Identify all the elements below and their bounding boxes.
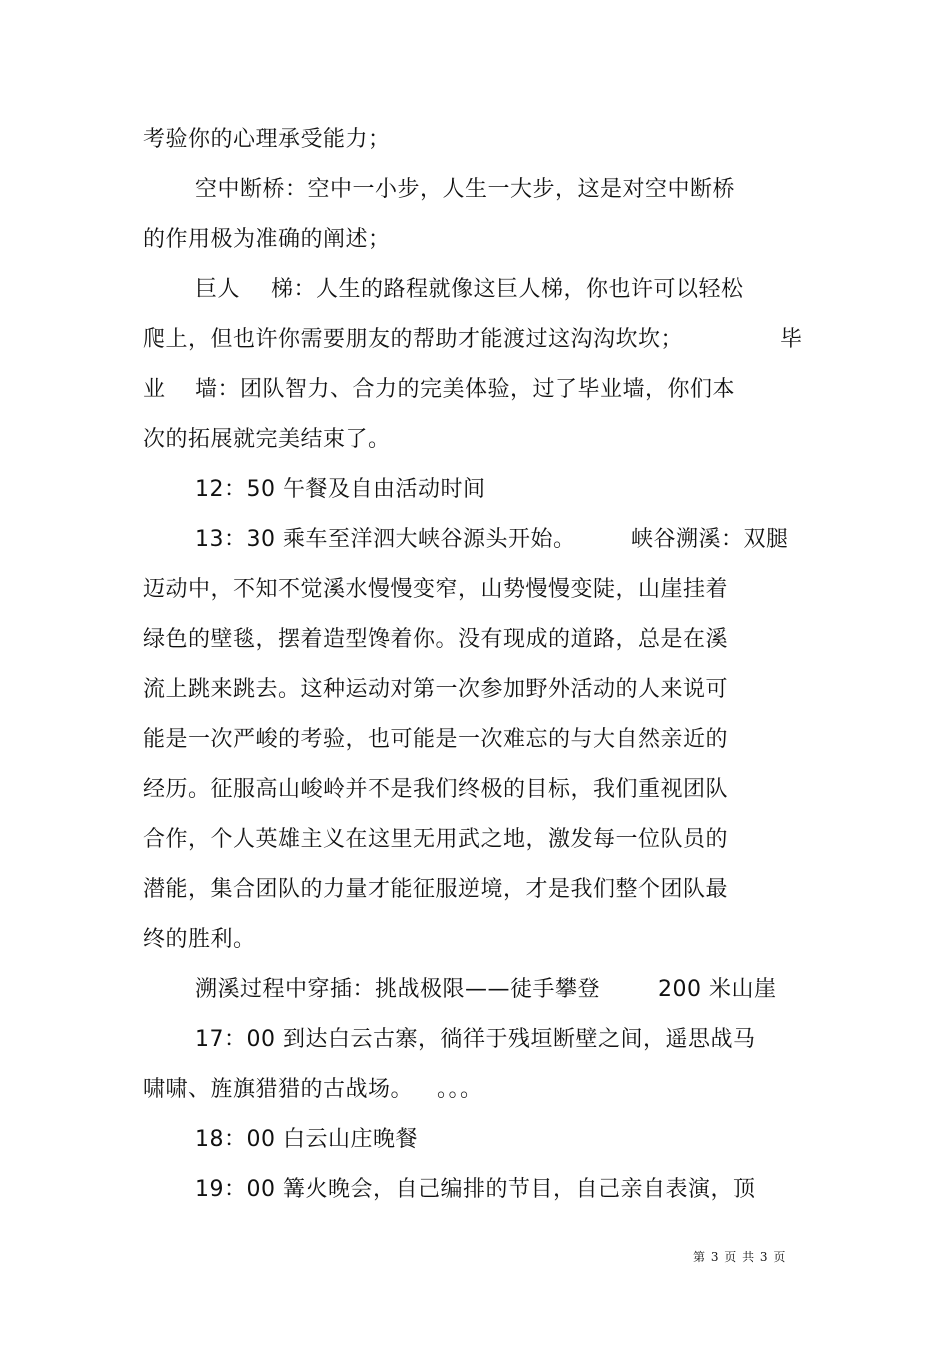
text-line: 。。。 <box>437 1077 483 1102</box>
text-line: 毕 <box>780 327 803 352</box>
text-line: 19：00 篝火晚会，自己编排的节目，自己亲自表演，顶 <box>195 1177 756 1202</box>
text-line: 考验你的心理承受能力； <box>143 127 391 152</box>
text-line: 能是一次严峻的考验，也可能是一次难忘的与大自然亲近的 <box>143 727 729 752</box>
text-line: 业 <box>143 377 166 402</box>
text-line: 12：50 午餐及自由活动时间 <box>195 477 486 502</box>
text-line: 17：00 到达白云古寨，徜徉于残垣断壁之间，遥思战马 <box>195 1027 756 1052</box>
text-line: 峡谷溯溪：双腿 <box>631 527 789 552</box>
text-line: 啸啸、旌旗猎猎的古战场。 <box>143 1077 414 1102</box>
text-line: 18：00 白云山庄晚餐 <box>195 1127 418 1152</box>
text-line: 流上跳来跳去。这种运动对第一次参加野外活动的人来说可 <box>143 677 729 702</box>
text-line: 13：30 乘车至洋泗大峡谷源头开始。 <box>195 527 576 552</box>
text-line: 爬上，但也许你需要朋友的帮助才能渡过这沟沟坎坎； <box>143 327 684 352</box>
text-line: 潜能，集合团队的力量才能征服逆境，才是我们整个团队最 <box>143 877 729 902</box>
text-line: 梯：人生的路程就像这巨人梯，你也许可以轻松 <box>271 277 744 302</box>
text-line: 合作，个人英雄主义在这里无用武之地，激发每一位队员的 <box>143 827 729 852</box>
text-line: 迈动中，不知不觉溪水慢慢变窄，山势慢慢变陡，山崖挂着 <box>143 577 729 602</box>
text-line: 溯溪过程中穿插：挑战极限——徒手攀登 <box>195 977 601 1002</box>
text-line: 巨人 <box>195 277 241 302</box>
page-number: 第 3 页 共 3 页 <box>693 1250 787 1264</box>
text-line: 终的胜利。 <box>143 927 256 952</box>
text-line: 的作用极为准确的阐述； <box>143 227 391 252</box>
text-line: 绿色的壁毯，摆着造型馋着你。没有现成的道路，总是在溪 <box>143 627 729 652</box>
text-line: 墙：团队智力、合力的完美体验，过了毕业墙，你们本 <box>195 377 736 402</box>
text-line: 次的拓展就完美结束了。 <box>143 427 391 452</box>
text-line: 经历。征服高山峻岭并不是我们终极的目标，我们重视团队 <box>143 777 729 802</box>
text-line: 200 米山崖 <box>658 977 777 1002</box>
text-line: 空中断桥：空中一小步，人生一大步，这是对空中断桥 <box>195 177 736 202</box>
